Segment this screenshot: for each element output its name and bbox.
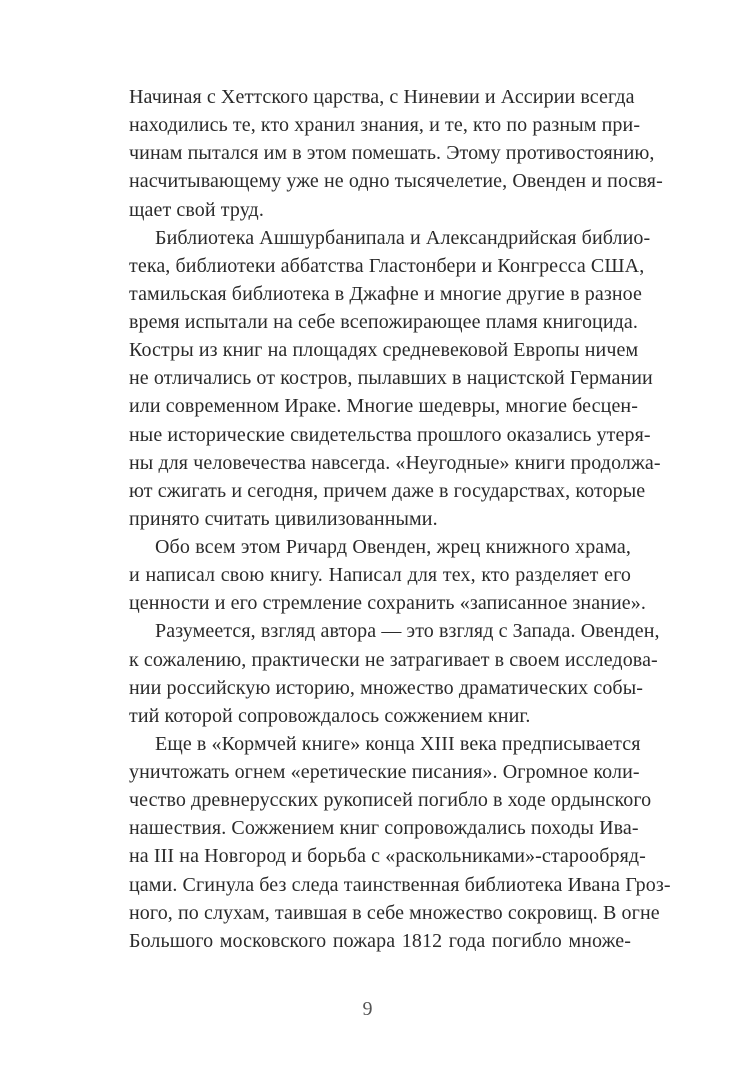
text-line: находились те, кто хранил знания, и те, кто по разным при- [129,114,641,137]
text-line: нашествия. Сожжением книг сопровождались походы Ива- [129,817,639,840]
text-line: Разумеется, взгляд автора — это взгляд с Запада. Овенден, [155,620,660,643]
text-line: принято считать цивилизованными. [129,507,438,530]
text-line: и написал свою книгу. Написал для тех, кто разделяет его [129,564,631,587]
text-line: чинам пытался им в этом помешать. Этому противостоянию, [129,142,655,165]
page-number: 9 [362,998,373,1020]
text-line: ного, по слухам, таившая в себе множество сокровищ. В огне [129,901,660,924]
text-line: Костры из книг на площадях средневековой Европы ничем [129,339,639,362]
text-line: ны для человечества навсегда. «Неугодные» книги продолжа- [129,451,661,474]
text-line: насчитывающему уже не одно тысячелетие, Овенден и посвя- [129,170,663,193]
text-line: Библиотека Ашшурбанипала и Александрийская библио- [155,226,651,249]
paragraph [129,730,671,955]
text-line: ют сжигать и сегодня, причем даже в государствах, которые [129,479,646,502]
text-line: Начиная с Хеттского царства, с Ниневии и Ассирии всегда [129,86,635,108]
text-line: щает свой труд. [129,198,264,221]
text-line: тий которой сопровождалось сожжением книг. [129,704,531,727]
text-line: к сожалению, практически не затрагивает в своем исследова- [129,648,658,671]
text-line: нии российскую историю, множество драматических собы- [129,676,643,699]
text-line: тамильская библиотека в Джафне и многие другие в разное [129,282,642,305]
text-line: чество древнерусских рукописей погибло в ходе ордынского [129,789,652,812]
body-text [129,83,671,955]
text-line: ные исторические свидетельства прошлого оказались утеря- [129,423,651,446]
text-line: Большого московского пожара 1812 года погибло множе- [129,929,631,952]
text-line: или современном Ираке. Многие шедевры, многие бесцен- [129,395,638,418]
text-line: ценности и его стремление сохранить «записанное знание». [129,592,646,615]
paragraph [129,224,661,533]
text-line: уничтожать огнем «еретические писания». Огромное коли- [129,761,640,783]
text-line: Еще в «Кормчей книге» конца XIII века предписывается [155,732,641,755]
text-line: время испытали на себе всепожирающее пламя книгоцида. [129,311,639,333]
text-line: не отличались от костров, пылавших в нацистской Германии [129,367,653,390]
text-line: на III на Новгород и борьба с «раскольниками»-старообряд- [129,845,646,868]
text-line: тека, библиотеки аббатства Гластонбери и Конгресса США, [129,254,645,277]
text-line: цами. Сгинула без следа таинственная библиотека Ивана Гроз- [129,873,671,896]
paragraph [129,617,660,730]
text-line: Обо всем этом Ричард Овенден, жрец книжного храма, [155,536,631,558]
paragraph [129,83,663,224]
paragraph [129,533,646,617]
